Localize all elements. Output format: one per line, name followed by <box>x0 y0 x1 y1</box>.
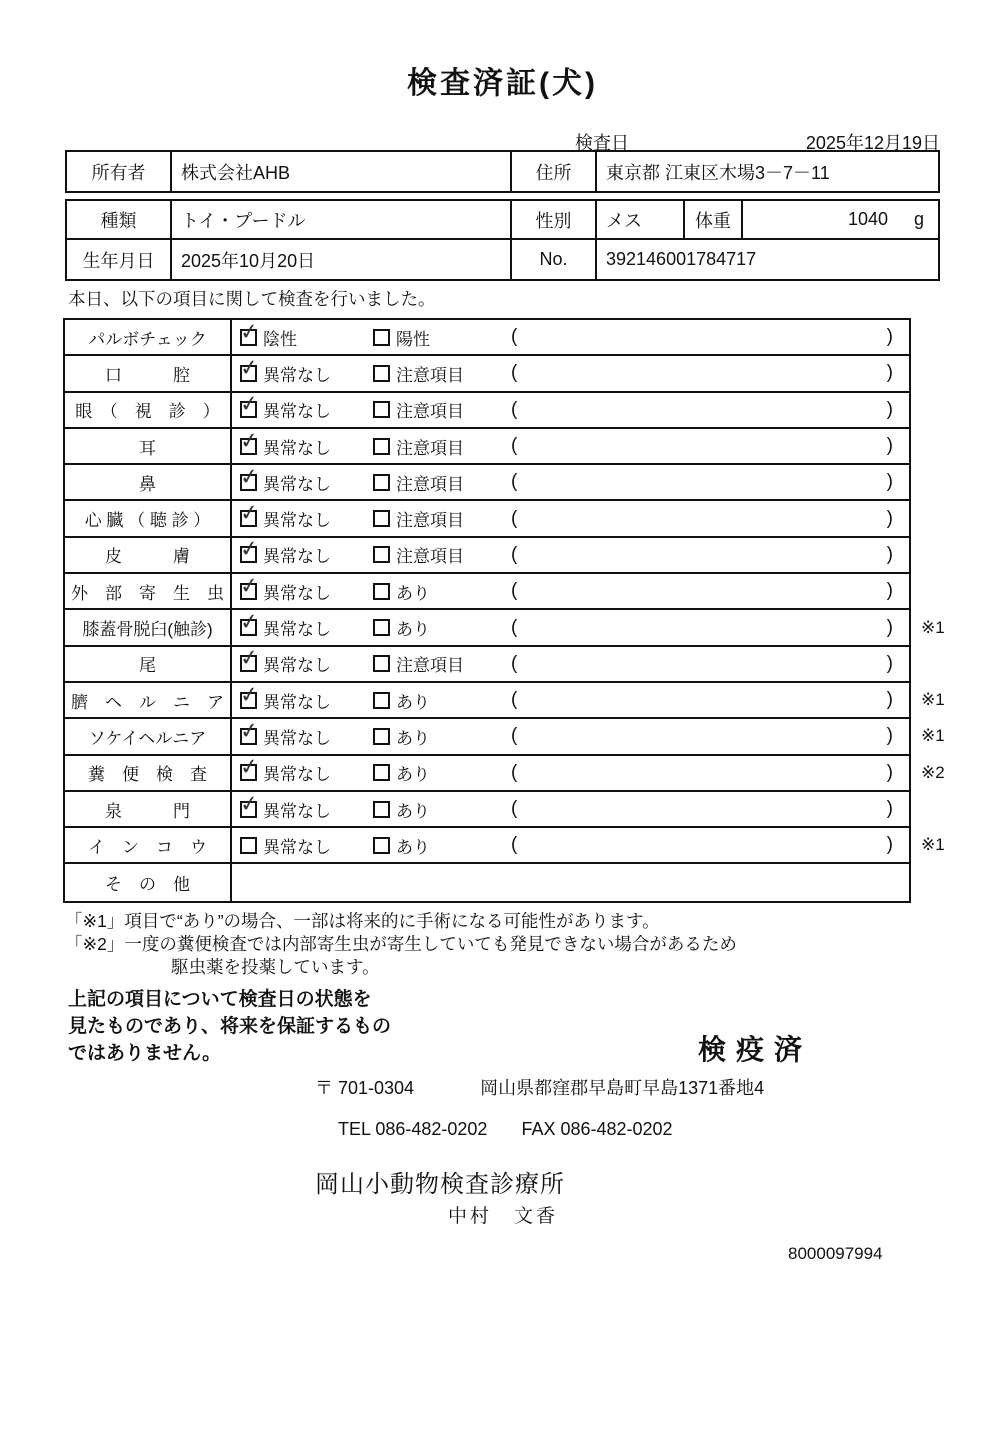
option-secondary-checkbox[interactable] <box>373 546 390 563</box>
page-title: 検査済証(犬) <box>407 67 598 100</box>
option-primary-checkbox[interactable] <box>240 837 257 854</box>
owner-row <box>67 152 938 191</box>
result-paren-close: ) <box>886 652 893 674</box>
result-paren-close: ) <box>886 725 893 747</box>
option-primary <box>240 724 373 749</box>
option-primary-label: 異常なし <box>263 474 331 494</box>
option-secondary-label: 注意項目 <box>396 402 464 422</box>
footnotes <box>65 910 737 979</box>
option-primary-checkbox[interactable] <box>240 764 257 781</box>
inspection-item-name: 臍 ヘ ル ニ ア <box>65 683 232 717</box>
option-primary <box>240 361 373 386</box>
footnote-mark: ※1 <box>921 617 945 637</box>
inspection-item-name: 膝蓋骨脱臼(触診) <box>65 610 232 644</box>
address-value: 東京都 江東区木場3－7－11 <box>606 162 830 183</box>
veterinarian-name: 中村 文香 <box>448 1206 559 1227</box>
result-paren-open: ( <box>511 725 518 747</box>
option-primary-checkbox[interactable] <box>240 510 257 527</box>
inspection-item-name: ソケイヘルニア <box>65 719 232 753</box>
inspection-date-label: 検査日 <box>575 133 629 153</box>
inspection-item-options <box>232 864 909 900</box>
inspection-item-row <box>65 647 909 683</box>
quarantine-stamp: 検疫済 <box>698 1034 813 1065</box>
option-primary-checkbox[interactable] <box>240 438 257 455</box>
inspection-item-row <box>65 465 909 501</box>
result-paren-close: ) <box>886 507 893 529</box>
option-secondary-checkbox[interactable] <box>373 401 390 418</box>
result-paren-open: ( <box>511 435 518 457</box>
result-paren-close: ) <box>886 543 893 565</box>
option-primary-checkbox[interactable] <box>240 329 257 346</box>
footnote-1: 「※1」項目で“あり”の場合、一部は将来的に手術になる可能性があります。 <box>65 911 660 931</box>
inspection-item-options <box>232 792 909 826</box>
option-secondary <box>373 760 505 785</box>
option-primary <box>240 506 373 531</box>
option-primary-checkbox[interactable] <box>240 728 257 745</box>
option-primary-label: 異常なし <box>263 365 331 385</box>
result-paren-open: ( <box>511 616 518 638</box>
option-secondary-checkbox[interactable] <box>373 583 390 600</box>
inspection-item-name: イ ン コ ウ <box>65 828 232 862</box>
result-paren-close: ) <box>886 362 893 384</box>
result-paren-close: ) <box>886 326 893 348</box>
option-secondary <box>373 361 505 386</box>
inspection-item-row <box>65 393 909 429</box>
option-secondary-checkbox[interactable] <box>373 655 390 672</box>
inspection-item-row <box>65 864 909 900</box>
option-primary <box>240 651 373 676</box>
clinic-contact-row <box>338 1119 673 1140</box>
owner-info-table <box>65 150 940 193</box>
inspection-item-options <box>232 429 909 463</box>
option-primary <box>240 397 373 422</box>
weight-label: 体重 <box>685 201 743 238</box>
result-paren-open: ( <box>511 507 518 529</box>
address-label: 住所 <box>512 152 597 191</box>
option-primary <box>240 579 373 604</box>
breed-label: 種類 <box>67 201 172 238</box>
inspection-item-options <box>232 320 909 354</box>
option-primary-label: 陰性 <box>263 329 297 349</box>
option-primary-label: 異常なし <box>263 547 331 567</box>
inspection-item-name: 外 部 寄 生 虫 <box>65 574 232 608</box>
result-paren-close: ) <box>886 689 893 711</box>
option-secondary-checkbox[interactable] <box>373 438 390 455</box>
option-secondary-checkbox[interactable] <box>373 329 390 346</box>
result-paren-open: ( <box>511 326 518 348</box>
option-secondary-checkbox[interactable] <box>373 692 390 709</box>
option-secondary-label: あり <box>396 801 430 821</box>
result-paren-open: ( <box>511 471 518 493</box>
result-paren-close: ) <box>886 798 893 819</box>
option-primary-checkbox[interactable] <box>240 583 257 600</box>
footnote-mark: ※1 <box>921 726 945 746</box>
option-secondary <box>373 797 505 822</box>
birth-label: 生年月日 <box>67 240 172 279</box>
clinic-address-row <box>315 1074 764 1100</box>
inspection-item-row <box>65 429 909 465</box>
inspection-item-name: 尾 <box>65 647 232 681</box>
clinic-name: 岡山小動物検査診療所 <box>315 1171 565 1198</box>
option-primary <box>240 434 373 459</box>
footnote-2-line2: 駆虫薬を投薬しています。 <box>171 957 380 977</box>
weight-cell <box>743 201 938 238</box>
option-secondary-checkbox[interactable] <box>373 510 390 527</box>
option-primary-label: 異常なし <box>263 728 331 748</box>
inspection-item-row <box>65 610 945 646</box>
inspection-item-options <box>232 465 909 499</box>
option-primary-label: 異常なし <box>263 438 331 458</box>
option-secondary <box>373 579 505 604</box>
inspection-item-row <box>65 501 909 537</box>
option-primary <box>240 688 373 713</box>
breed-row <box>67 201 938 240</box>
owner-label: 所有者 <box>67 152 172 191</box>
inspection-item-row <box>65 756 945 792</box>
disclaimer-line1: 上記の項目について検査日の状態を <box>68 989 372 1010</box>
result-paren-close: ) <box>886 580 893 602</box>
option-secondary-label: あり <box>396 837 430 857</box>
option-secondary <box>373 506 505 531</box>
option-primary-label: 異常なし <box>263 837 331 857</box>
result-paren-close: ) <box>886 398 893 420</box>
weight-value: 1040 <box>847 209 888 229</box>
option-primary <box>240 615 373 640</box>
option-secondary <box>373 397 505 422</box>
inspection-item-row <box>65 574 909 610</box>
option-secondary-checkbox[interactable] <box>373 474 390 491</box>
option-secondary-checkbox[interactable] <box>373 619 390 636</box>
option-secondary <box>373 470 505 495</box>
inspection-item-name: 泉 門 <box>65 792 232 826</box>
option-secondary <box>373 615 505 640</box>
inspection-item-options <box>232 647 909 681</box>
inspection-item-name: パルボチェック <box>65 320 232 354</box>
option-secondary-checkbox[interactable] <box>373 837 390 854</box>
result-paren-open: ( <box>511 543 518 565</box>
document-serial-number: 8000097994 <box>788 1244 883 1263</box>
inspection-item-options <box>232 574 909 608</box>
clinic-fax: FAX 086-482-0202 <box>521 1119 673 1139</box>
inspection-item-row <box>65 683 945 719</box>
inspection-item-row <box>65 356 909 392</box>
sex-label: 性別 <box>512 201 597 238</box>
inspection-item-row <box>65 792 909 828</box>
owner-value: 株式会社AHB <box>172 152 512 191</box>
inspection-date-value: 2025年12月19日 <box>805 133 940 153</box>
no-label: No. <box>512 240 597 279</box>
disclaimer <box>68 986 391 1067</box>
inspection-item-options <box>232 828 909 862</box>
option-secondary <box>373 542 505 567</box>
option-primary-checkbox[interactable] <box>240 655 257 672</box>
option-primary-label: 異常なし <box>263 402 331 422</box>
result-paren-open: ( <box>511 652 518 674</box>
result-paren-close: ) <box>886 761 893 783</box>
inspection-item-options <box>232 683 909 717</box>
result-paren-open: ( <box>511 362 518 384</box>
disclaimer-line3: ではありません。 <box>68 1043 222 1064</box>
option-secondary-label: 注意項目 <box>396 656 464 676</box>
footnote-mark: ※1 <box>921 690 945 710</box>
inspection-item-name: 糞 便 検 査 <box>65 756 232 790</box>
option-primary-checkbox[interactable] <box>240 692 257 709</box>
option-primary-checkbox[interactable] <box>240 401 257 418</box>
option-secondary-checkbox[interactable] <box>373 728 390 745</box>
no-value: 392146001784717 <box>606 249 757 269</box>
option-secondary <box>373 325 505 350</box>
inspection-item-options <box>232 756 909 790</box>
option-primary-checkbox[interactable] <box>240 474 257 491</box>
animal-info-table <box>65 199 940 281</box>
option-secondary-label: 注意項目 <box>396 365 464 385</box>
inspection-item-name: 鼻 <box>65 465 232 499</box>
option-primary-label: 異常なし <box>263 620 331 640</box>
option-primary-label: 異常なし <box>263 583 331 603</box>
inspection-item-name: 皮 膚 <box>65 538 232 572</box>
option-primary-checkbox[interactable] <box>240 801 257 818</box>
clinic-tel: TEL 086-482-0202 <box>338 1119 488 1139</box>
option-secondary <box>373 434 505 459</box>
option-secondary-label: あり <box>396 692 430 712</box>
option-secondary-label: 注意項目 <box>396 547 464 567</box>
result-paren-open: ( <box>511 398 518 420</box>
sex-value: メス <box>597 201 685 238</box>
option-secondary-label: 注意項目 <box>396 511 464 531</box>
footnote-mark: ※1 <box>921 835 945 855</box>
inspection-item-options <box>232 610 909 644</box>
clinic-address: 岡山県都窪郡早島町早島1371番地4 <box>480 1078 765 1098</box>
option-secondary-label: あり <box>396 765 430 785</box>
result-paren-open: ( <box>511 798 518 819</box>
result-paren-open: ( <box>511 580 518 602</box>
result-paren-close: ) <box>886 834 893 856</box>
option-primary-label: 異常なし <box>263 656 331 676</box>
weight-unit: g <box>913 209 924 229</box>
option-primary-label: 異常なし <box>263 765 331 785</box>
result-paren-close: ) <box>886 616 893 638</box>
inspection-item-row <box>65 538 909 574</box>
option-secondary-label: 注意項目 <box>396 438 464 458</box>
inspection-item-name: 眼 （ 視 診 ） <box>65 393 232 427</box>
inspection-item-name: 耳 <box>65 429 232 463</box>
result-paren-close: ) <box>886 471 893 493</box>
result-paren-open: ( <box>511 834 518 856</box>
option-secondary <box>373 651 505 676</box>
option-secondary <box>373 688 505 713</box>
option-primary <box>240 797 373 822</box>
inspection-item-name: 心 臓 （ 聴 診 ） <box>65 501 232 535</box>
birth-value: 2025年10月20日 <box>172 240 512 279</box>
option-primary <box>240 325 373 350</box>
inspection-items-table <box>63 318 945 903</box>
inspection-item-options <box>232 719 909 753</box>
inspection-item-row <box>65 320 909 356</box>
option-primary <box>240 760 373 785</box>
option-secondary-label: あり <box>396 583 430 603</box>
option-primary <box>240 470 373 495</box>
disclaimer-line2: 見たものであり、将来を保証するもの <box>68 1016 392 1037</box>
birth-row <box>67 240 938 279</box>
option-secondary <box>373 833 505 858</box>
option-primary-label: 異常なし <box>263 801 331 821</box>
option-primary-checkbox[interactable] <box>240 546 257 563</box>
result-paren-open: ( <box>511 761 518 783</box>
inspection-item-options <box>232 538 909 572</box>
option-secondary-checkbox[interactable] <box>373 801 390 818</box>
option-primary-checkbox[interactable] <box>240 619 257 636</box>
option-secondary-label: 注意項目 <box>396 474 464 494</box>
inspection-item-row <box>65 719 945 755</box>
option-primary <box>240 542 373 567</box>
inspection-item-name: 口 腔 <box>65 356 232 390</box>
option-secondary-label: 陽性 <box>396 329 430 349</box>
clinic-postal-code: 〒 701-0304 <box>315 1078 415 1098</box>
result-paren-open: ( <box>511 689 518 711</box>
option-primary-label: 異常なし <box>263 511 331 531</box>
option-secondary-label: あり <box>396 728 430 748</box>
intro-text: 本日、以下の項目に関して検査を行いました。 <box>68 289 436 309</box>
inspection-item-row <box>65 828 945 864</box>
inspection-item-options <box>232 501 909 535</box>
footnote-mark: ※2 <box>921 762 945 782</box>
footnote-2-line1: 「※2」一度の糞便検査では内部寄生虫が寄生していても発見できない場合があるため <box>65 934 737 954</box>
option-primary-label: 異常なし <box>263 692 331 712</box>
option-primary <box>240 833 373 858</box>
inspection-item-options <box>232 393 909 427</box>
option-secondary-checkbox[interactable] <box>373 365 390 382</box>
option-primary-checkbox[interactable] <box>240 365 257 382</box>
inspection-item-options <box>232 356 909 390</box>
option-secondary-checkbox[interactable] <box>373 764 390 781</box>
option-secondary-label: あり <box>396 620 430 640</box>
breed-value: トイ・プードル <box>172 201 512 238</box>
inspection-item-name: そ の 他 <box>65 864 232 900</box>
option-secondary <box>373 724 505 749</box>
result-paren-close: ) <box>886 435 893 457</box>
